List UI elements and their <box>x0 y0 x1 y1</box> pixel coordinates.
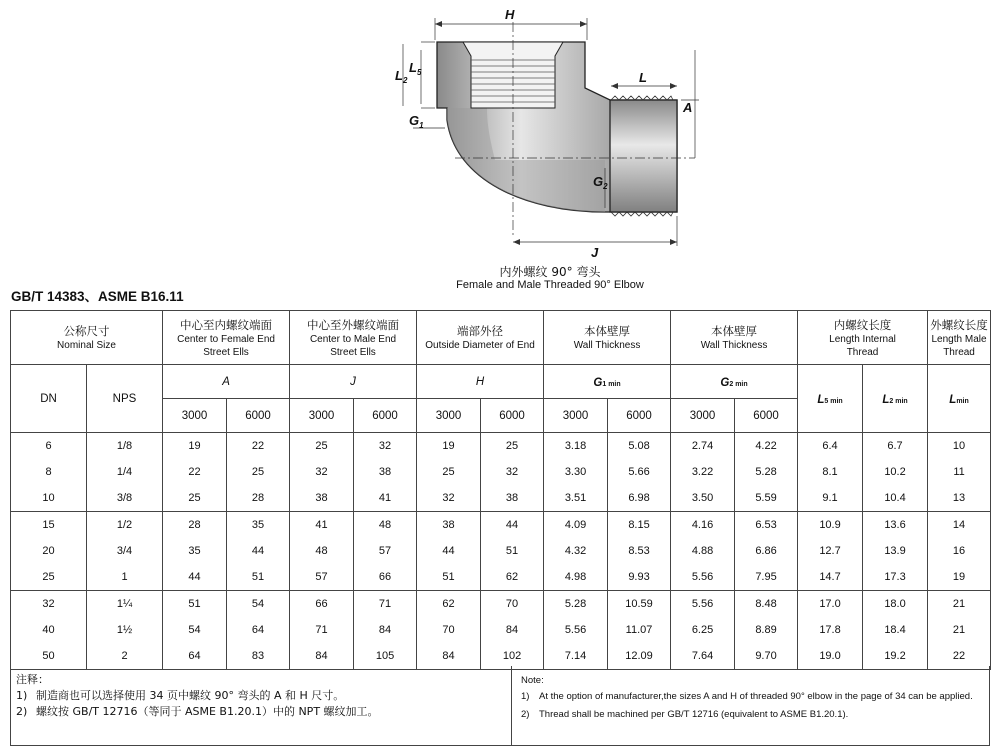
cell-value: 17.8 <box>798 617 863 643</box>
cell-value: 6.53 <box>735 512 798 539</box>
cell-value: 32 <box>417 485 481 512</box>
cell-value: 19 <box>417 433 481 460</box>
cell-value: 44 <box>481 512 544 539</box>
header-G2: G2 min <box>671 365 798 399</box>
notes-cn: 注释： 1) 制造商也可以选择使用 34 页中螺纹 90° 弯头的 A 和 H 尺寸。 2) 螺纹按 GB/T 12716（等同于 ASME B1.20.1）中的 NPT 螺纹加工。 <box>16 672 496 720</box>
cell-value: 11.07 <box>608 617 671 643</box>
cell-value: 62 <box>417 591 481 618</box>
cell-value: 28 <box>227 485 290 512</box>
row-group-1 <box>11 433 991 512</box>
cell-value: 57 <box>290 564 354 591</box>
cell-value: 13.6 <box>863 512 928 539</box>
table-row <box>11 617 991 643</box>
cell-value: 84 <box>354 617 417 643</box>
header-dn: DN <box>11 365 87 433</box>
cell-dn: 40 <box>11 617 87 643</box>
cell-nps: 1/4 <box>87 459 163 485</box>
cell-value: 7.95 <box>735 564 798 591</box>
header-G1: G1 min <box>544 365 671 399</box>
cell-value: 8.89 <box>735 617 798 643</box>
notes-cn-title: 注释： <box>16 673 49 686</box>
cell-value: 9.93 <box>608 564 671 591</box>
cell-value: 48 <box>354 512 417 539</box>
cell-value: 14 <box>928 512 991 539</box>
cell-nps: 1/2 <box>87 512 163 539</box>
caption-en: Female and Male Threaded 90° Elbow <box>456 279 644 291</box>
cell-value: 6.98 <box>608 485 671 512</box>
dim-J: J <box>591 245 599 260</box>
header-L2: L2 min <box>863 365 928 433</box>
header-wall-thickness-2: 本体壁厚 Wall Thickness <box>671 311 798 365</box>
header-nps: NPS <box>87 365 163 433</box>
cell-value: 4.09 <box>544 512 608 539</box>
cell-value: 71 <box>354 591 417 618</box>
cell-value: 13.9 <box>863 538 928 564</box>
cell-value: 18.4 <box>863 617 928 643</box>
cell-value: 41 <box>354 485 417 512</box>
header-L5: L5 min <box>798 365 863 433</box>
cell-nps: 1 <box>87 564 163 591</box>
cell-value: 66 <box>290 591 354 618</box>
header-A: A <box>163 365 290 399</box>
cell-value: 35 <box>227 512 290 539</box>
cell-value: 51 <box>163 591 227 618</box>
cell-value: 5.59 <box>735 485 798 512</box>
cell-value: 25 <box>417 459 481 485</box>
cell-value: 22 <box>928 643 991 670</box>
cell-value: 10.2 <box>863 459 928 485</box>
cell-value: 84 <box>417 643 481 670</box>
header-nominal-size: 公称尺寸 Nominal Size <box>11 311 163 365</box>
note-en-2: Thread shall be machined per GB/T 12716 (equivalent to ASME B1.20.1). <box>539 709 849 720</box>
header-outside-diameter: 端部外径 Outside Diameter of End <box>417 311 544 365</box>
cell-value: 83 <box>227 643 290 670</box>
cell-value: 19 <box>163 433 227 460</box>
cell-value: 4.22 <box>735 433 798 460</box>
cell-value: 4.16 <box>671 512 735 539</box>
cell-value: 28 <box>163 512 227 539</box>
cell-value: 8.53 <box>608 538 671 564</box>
cell-value: 12.7 <box>798 538 863 564</box>
cell-value: 5.56 <box>671 591 735 618</box>
standard-title: GB/T 14383、ASME B16.11 <box>11 289 184 304</box>
cell-value: 38 <box>417 512 481 539</box>
cell-value: 10.4 <box>863 485 928 512</box>
class-col: 6000 <box>735 399 798 433</box>
cell-value: 54 <box>163 617 227 643</box>
cell-value: 38 <box>481 485 544 512</box>
cell-value: 57 <box>354 538 417 564</box>
cell-value: 44 <box>417 538 481 564</box>
caption-cn: 内外螺纹 90° 弯头 <box>499 265 601 279</box>
cell-value: 70 <box>481 591 544 618</box>
cell-dn: 50 <box>11 643 87 670</box>
header-wall-thickness-1: 本体壁厚 Wall Thickness <box>544 311 671 365</box>
notes-en-title: Note: <box>521 675 544 686</box>
cell-nps: 1½ <box>87 617 163 643</box>
cell-value: 4.98 <box>544 564 608 591</box>
cell-value: 19.2 <box>863 643 928 670</box>
header-center-male: 中心至外螺纹端面 Center to Male End Street Ells <box>290 311 417 365</box>
cell-value: 16 <box>928 538 991 564</box>
class-col: 3000 <box>671 399 735 433</box>
table-row <box>11 485 991 512</box>
dim-H: H <box>505 7 515 22</box>
class-col: 3000 <box>417 399 481 433</box>
cell-value: 3.18 <box>544 433 608 460</box>
cell-nps: 1¼ <box>87 591 163 618</box>
cell-value: 6.4 <box>798 433 863 460</box>
cell-value: 51 <box>417 564 481 591</box>
cell-dn: 6 <box>11 433 87 460</box>
dim-L2: $L_2$ <box>395 68 408 85</box>
cell-value: 17.0 <box>798 591 863 618</box>
cell-value: 8.15 <box>608 512 671 539</box>
dim-L: L <box>639 70 647 85</box>
cell-nps: 3/4 <box>87 538 163 564</box>
class-col: 6000 <box>354 399 417 433</box>
table-row <box>11 433 991 460</box>
class-col: 6000 <box>227 399 290 433</box>
dim-L5: $L_5$ <box>409 60 422 77</box>
cell-value: 13 <box>928 485 991 512</box>
cell-value: 64 <box>163 643 227 670</box>
cell-nps: 2 <box>87 643 163 670</box>
cell-value: 4.88 <box>671 538 735 564</box>
cell-value: 8.1 <box>798 459 863 485</box>
cell-value: 51 <box>481 538 544 564</box>
cell-value: 6.25 <box>671 617 735 643</box>
cell-value: 10.9 <box>798 512 863 539</box>
cell-value: 22 <box>227 433 290 460</box>
cell-value: 105 <box>354 643 417 670</box>
dim-G1: $G_1$ <box>409 113 424 130</box>
class-col: 3000 <box>163 399 227 433</box>
cell-value: 6.86 <box>735 538 798 564</box>
cell-value: 9.1 <box>798 485 863 512</box>
table-row <box>11 564 991 591</box>
cell-value: 5.28 <box>735 459 798 485</box>
cell-value: 64 <box>227 617 290 643</box>
dim-A: A <box>683 100 693 115</box>
cell-value: 19 <box>928 564 991 591</box>
cell-value: 51 <box>227 564 290 591</box>
cell-dn: 10 <box>11 485 87 512</box>
cell-value: 5.28 <box>544 591 608 618</box>
cell-value: 7.14 <box>544 643 608 670</box>
cell-value: 25 <box>227 459 290 485</box>
note-cn-2: 螺纹按 GB/T 12716（等同于 ASME B1.20.1）中的 NPT 螺纹加工。 <box>36 705 379 718</box>
note-cn-1: 制造商也可以选择使用 34 页中螺纹 90° 弯头的 A 和 H 尺寸。 <box>36 689 345 702</box>
elbow-drawing <box>395 0 705 262</box>
cell-value: 5.56 <box>544 617 608 643</box>
header-center-female: 中心至内螺纹端面 Center to Female End Street Ells <box>163 311 290 365</box>
cell-value: 25 <box>481 433 544 460</box>
cell-nps: 3/8 <box>87 485 163 512</box>
cell-value: 19.0 <box>798 643 863 670</box>
header-male-thread: 外螺纹长度 Length Male Thread <box>928 311 991 365</box>
class-col: 6000 <box>608 399 671 433</box>
class-col: 3000 <box>544 399 608 433</box>
cell-value: 9.70 <box>735 643 798 670</box>
cell-value: 62 <box>481 564 544 591</box>
cell-value: 12.09 <box>608 643 671 670</box>
cell-value: 3.50 <box>671 485 735 512</box>
table-row <box>11 512 991 539</box>
cell-value: 3.51 <box>544 485 608 512</box>
cell-value: 3.22 <box>671 459 735 485</box>
notes-en: Note: 1) At the option of manufacturer,the sizes A and H of threaded 90° elbow in the page of 34 can be applied. 2) Thread shall be machined per GB/T 12716 (equivalent to ASME B1.20.1). <box>521 674 981 721</box>
cell-value: 7.64 <box>671 643 735 670</box>
cell-value: 38 <box>290 485 354 512</box>
cell-dn: 8 <box>11 459 87 485</box>
header-H: H <box>417 365 544 399</box>
cell-value: 38 <box>354 459 417 485</box>
cell-value: 71 <box>290 617 354 643</box>
cell-value: 11 <box>928 459 991 485</box>
cell-dn: 15 <box>11 512 87 539</box>
cell-value: 44 <box>163 564 227 591</box>
cell-value: 84 <box>481 617 544 643</box>
dim-G2: $G_2$ <box>593 174 608 191</box>
cell-dn: 32 <box>11 591 87 618</box>
cell-value: 48 <box>290 538 354 564</box>
cell-value: 17.3 <box>863 564 928 591</box>
cell-dn: 20 <box>11 538 87 564</box>
cell-value: 21 <box>928 591 991 618</box>
cell-value: 32 <box>354 433 417 460</box>
cell-dn: 25 <box>11 564 87 591</box>
cell-nps: 1/8 <box>87 433 163 460</box>
row-group-3 <box>11 591 991 670</box>
cell-value: 54 <box>227 591 290 618</box>
cell-value: 25 <box>163 485 227 512</box>
cell-value: 70 <box>417 617 481 643</box>
note-en-1: At the option of manufacturer,the sizes A and H of threaded 90° elbow in the page of 34 can be applied. <box>539 691 973 702</box>
cell-value: 102 <box>481 643 544 670</box>
cell-value: 3.30 <box>544 459 608 485</box>
dimension-table <box>10 310 991 670</box>
cell-value: 84 <box>290 643 354 670</box>
table-row <box>11 591 991 618</box>
cell-value: 18.0 <box>863 591 928 618</box>
notes-panel <box>10 666 990 746</box>
cell-value: 32 <box>290 459 354 485</box>
cell-value: 22 <box>163 459 227 485</box>
cell-value: 21 <box>928 617 991 643</box>
cell-value: 66 <box>354 564 417 591</box>
table-row <box>11 459 991 485</box>
cell-value: 44 <box>227 538 290 564</box>
cell-value: 2.74 <box>671 433 735 460</box>
cell-value: 6.7 <box>863 433 928 460</box>
cell-value: 4.32 <box>544 538 608 564</box>
cell-value: 5.08 <box>608 433 671 460</box>
cell-value: 10.59 <box>608 591 671 618</box>
cell-value: 8.48 <box>735 591 798 618</box>
class-col: 3000 <box>290 399 354 433</box>
header-L: Lmin <box>928 365 991 433</box>
row-group-2 <box>11 512 991 591</box>
cell-value: 35 <box>163 538 227 564</box>
header-internal-thread: 内螺纹长度 Length Internal Thread <box>798 311 928 365</box>
class-col: 6000 <box>481 399 544 433</box>
cell-value: 41 <box>290 512 354 539</box>
cell-value: 5.66 <box>608 459 671 485</box>
cell-value: 14.7 <box>798 564 863 591</box>
cell-value: 10 <box>928 433 991 460</box>
header-J: J <box>290 365 417 399</box>
cell-value: 32 <box>481 459 544 485</box>
cell-value: 5.56 <box>671 564 735 591</box>
cell-value: 25 <box>290 433 354 460</box>
table-row <box>11 538 991 564</box>
